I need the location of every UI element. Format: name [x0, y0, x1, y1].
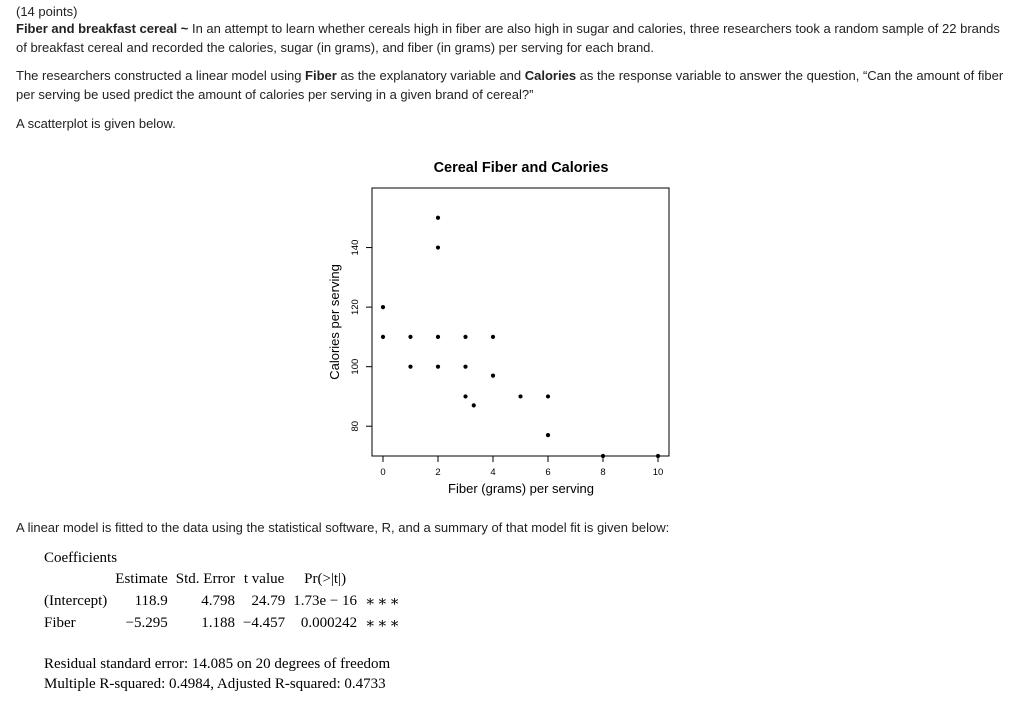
data-point [546, 394, 550, 398]
coefficients-header-row [40, 568, 406, 590]
points-label: (14 points) [16, 4, 78, 19]
data-point [546, 433, 550, 437]
scatterplot-intro: A scatterplot is given below. [16, 116, 176, 131]
y-axis-label: Calories per serving [327, 264, 342, 380]
problem-title: Fiber and breakfast cereal ~ [16, 21, 189, 36]
y-tick-label: 140 [350, 239, 361, 256]
fit-intro: A linear model is fitted to the data using the statistical software, R, and a summary of that model fit is given below: [16, 520, 670, 535]
coef-p-value: 1.73e − 16 [293, 592, 358, 609]
problem-intro-text: In an attempt to learn whether cereals high in fiber are also high in sugar and calories, three researchers took a random sample of 22 brands of breakfast cereal and recorded the calories, sugar (in grams), and fiber (in grams) per serving for each brand. [16, 21, 1000, 55]
data-point [463, 365, 467, 369]
data-point [518, 394, 522, 398]
y-tick-label: 120 [350, 299, 361, 316]
coef-std-error: 4.798 [201, 592, 235, 609]
header-p-value: Pr(>|t|) [304, 570, 347, 587]
explanatory-variable: Fiber [305, 68, 337, 83]
data-point [656, 454, 660, 458]
coef-p-value: 0.000242 [300, 614, 358, 631]
header-std-error: Std. Error [175, 570, 235, 587]
coef-name: Fiber [44, 614, 76, 631]
data-point [463, 394, 467, 398]
data-point [436, 245, 440, 249]
data-point [436, 365, 440, 369]
y-tick-label: 80 [350, 420, 361, 432]
x-tick-label: 4 [490, 467, 496, 478]
coef-std-error: 1.188 [201, 614, 235, 631]
data-point [472, 403, 476, 407]
coef-name: (Intercept) [44, 592, 108, 609]
x-tick-label: 2 [435, 467, 441, 478]
coefficient-row-intercept [40, 590, 406, 612]
coef-signif: ∗∗∗ [365, 593, 402, 610]
coef-estimate: −5.295 [125, 614, 168, 631]
x-tick-label: 0 [380, 467, 386, 478]
data-point [463, 335, 467, 339]
model-text-1: The researchers constructed a linear model using [16, 68, 306, 83]
y-tick-label: 100 [350, 358, 361, 375]
data-point [408, 335, 412, 339]
data-point [436, 335, 440, 339]
data-point [491, 335, 495, 339]
data-point [601, 454, 605, 458]
coef-signif: ∗∗∗ [365, 615, 402, 632]
data-point [408, 365, 412, 369]
coef-t-value: 24.79 [251, 592, 286, 609]
x-tick-label: 10 [652, 467, 664, 478]
x-axis-label: Fiber (grams) per serving [448, 481, 594, 496]
coef-t-value: −4.457 [242, 614, 286, 631]
model-text-2: as the explanatory variable and [336, 68, 525, 83]
problem-intro [16, 19, 1011, 57]
data-point [381, 335, 385, 339]
data-point [491, 374, 495, 378]
coefficients-table [40, 568, 406, 634]
chart-title: Cereal Fiber and Calories [433, 160, 609, 176]
data-point [436, 216, 440, 220]
model-text-3: as the response variable to answer the question, “Can the amount of fiber per serving be used predict the amount of calories per serving in a given brand of cereal?” [16, 68, 1004, 102]
coefficient-row-fiber [40, 612, 406, 634]
data-point [381, 305, 385, 309]
header-estimate: Estimate [115, 570, 168, 587]
r-squared: Multiple R-squared: 0.4984, Adjusted R-squared: 0.4733 [44, 676, 386, 692]
residual-standard-error: Residual standard error: 14.085 on 20 degrees of freedom [44, 656, 391, 672]
coef-estimate: 118.9 [134, 592, 168, 609]
header-signif [361, 568, 406, 590]
model-description [16, 66, 1011, 104]
header-t-value: t value [243, 570, 285, 587]
plot-frame [372, 188, 669, 456]
scatterplot [300, 150, 720, 505]
header-cell [40, 568, 111, 590]
x-tick-label: 8 [600, 467, 606, 478]
coefficients-heading: Coefficients [44, 550, 118, 566]
response-variable: Calories [524, 68, 577, 83]
x-tick-label: 6 [545, 467, 551, 478]
